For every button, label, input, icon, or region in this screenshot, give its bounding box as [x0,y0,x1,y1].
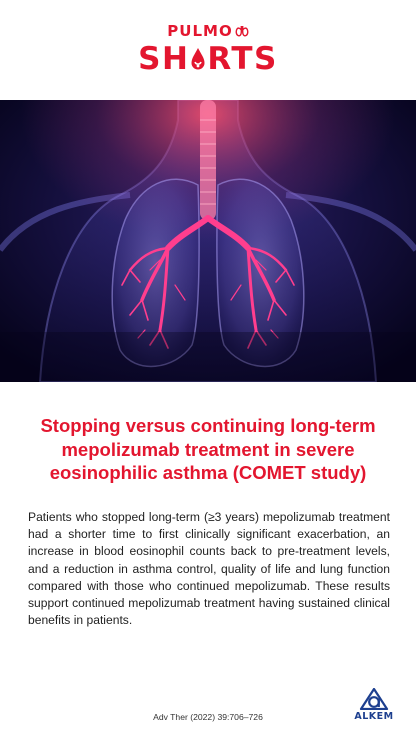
logo-bottom-line [0,42,416,76]
logo-shorts-right: RTS [207,41,278,77]
article-body: Patients who stopped long-term (≥3 years) mepolizumab treatment had a shorter time to first clinically significant exacerbation, an increase in blood eosinophil counts back to pre-treatment levels, and a reduction in asthma control, quality of life and lung function compared with those who continued mepolizumab. These results support continued mepolizumab treatment having sustained clinical benefits in patients. [28,510,390,628]
hero-image [0,100,416,382]
citation-reference: Adv Ther (2022) 39:706–726 [153,712,263,722]
logo-pulmo-text: PULMO [167,22,233,40]
lungs-illustration-icon [0,100,416,382]
logo-shorts-left: SH [138,41,190,77]
alkem-wordmark: ALKEM [354,711,394,722]
logo-top-line [167,22,248,40]
alkem-emblem-icon [359,688,389,710]
pulmo-shorts-logo [0,22,416,76]
lungs-mini-icon [235,25,249,37]
alkem-logo [352,688,396,722]
drop-icon [190,47,206,71]
article-title: Stopping versus continuing long-term mepolizumab treatment in severe eosinophilic asthma (COMET study) [40,415,376,483]
